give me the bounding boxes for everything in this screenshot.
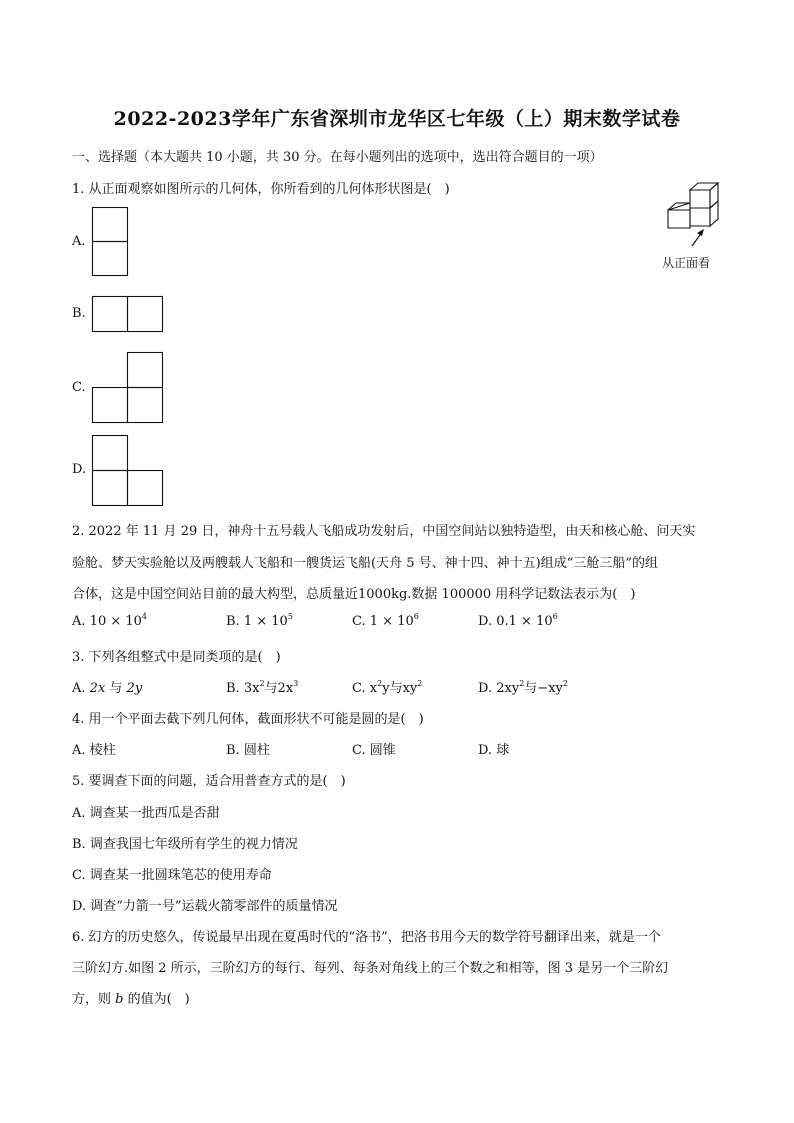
question-6-line-1: 6. 幻方的历史悠久，传说最早出现在夏禹时代的“洛书”，把洛书用今天的数学符号翻译出来，就是一个 (72, 930, 661, 945)
arrow-head-icon (697, 229, 704, 236)
term: 2xy (496, 681, 520, 696)
exponent: 2 (417, 678, 423, 688)
question-4-option-b: B. 圆柱 (226, 743, 270, 758)
option-prefix: D. (478, 614, 493, 629)
option-prefix: B. (226, 614, 240, 629)
question-5-option-d: D. 调查“力箭一号”运载火箭零部件的质量情况 (72, 899, 338, 914)
connector: 与 (264, 681, 278, 696)
exponent: 2 (377, 678, 383, 688)
term: 2x (277, 681, 294, 696)
question-4-option-c: C. 圆锥 (352, 743, 396, 758)
term: 2y (126, 681, 143, 696)
question-4-option-a: A. 棱柱 (72, 743, 116, 758)
exponent: 2 (519, 678, 525, 688)
option-c-figure (92, 352, 164, 424)
question-6-line-2: 三阶幻方.如图 2 所示，三阶幻方的每行、每列、每条对角线上的三个数之和相等，图 3 是另一个三阶幻 (72, 961, 669, 976)
question-2-option-b (226, 611, 293, 629)
figure-caption: 从正面看 (662, 256, 711, 270)
question-5-option-c: C. 调查某一批圆珠笔芯的使用寿命 (72, 868, 272, 883)
question-4-option-d: D. 球 (478, 743, 510, 758)
option-prefix: B. (226, 681, 240, 696)
term: x (369, 681, 378, 696)
option-d-figure (92, 435, 164, 507)
question-3-stem: 3. 下列各组整式中是同类项的是( ) (72, 650, 281, 665)
option-b-label: B. (72, 306, 86, 321)
question-1-stem: 1. 从正面观察如图所示的几何体，你所看到的几何体形状图是( ) (72, 182, 450, 197)
option-b-figure (92, 296, 164, 333)
connector: 与 (389, 681, 403, 696)
question-1-solid-figure (660, 180, 730, 240)
option-prefix: A. (72, 614, 86, 629)
variable: b (115, 992, 124, 1007)
option-d-exponent: 6 (552, 611, 558, 621)
question-2-line-3: 合体，这是中国空间站目前的最大构型，总质量近1000kg.数据 100000 用科学记数法表示为( ) (72, 587, 636, 602)
question-2-option-a (72, 611, 148, 629)
term: xy (402, 681, 418, 696)
exponent: 2 (562, 678, 568, 688)
option-prefix: D. (478, 681, 493, 696)
option-prefix: A. (72, 681, 86, 696)
option-c-exponent: 6 (413, 611, 419, 621)
connector: 与 (105, 681, 127, 696)
question-3-option-b (226, 677, 298, 696)
question-3-option-d (478, 677, 568, 696)
page-title: 2022-2023学年广东省深圳市龙华区七年级（上）期末数学试卷 (113, 108, 681, 130)
option-d-value: 0.1 × 10 (496, 614, 553, 629)
question-5-stem: 5. 要调查下面的问题，适合用普查方式的是( ) (72, 774, 346, 789)
text-fragment: 方，则 (72, 992, 116, 1007)
option-d-label: D. (72, 462, 87, 477)
exponent: 2 (259, 678, 265, 688)
question-2-line-2: 验舱、梦天实验舱以及两艘载人飞船和一艘货运飞船(天舟 5 号、神十四、神十五)组成“三舱三船”的组 (72, 556, 658, 571)
connector: 与 (524, 681, 538, 696)
exponent: 3 (293, 678, 299, 688)
question-3-option-a (72, 677, 142, 696)
question-6-line-3 (72, 988, 190, 1007)
option-prefix: C. (352, 614, 366, 629)
option-a-figure (92, 207, 128, 277)
option-a-label: A. (72, 234, 86, 249)
question-5-option-a: A. 调查某一批西瓜是否甜 (72, 806, 220, 821)
option-c-value: 1 × 10 (369, 614, 414, 629)
term: 3x (243, 681, 260, 696)
question-2-option-d (478, 611, 558, 629)
option-prefix: C. (352, 681, 366, 696)
term: 2x (89, 681, 106, 696)
term: y (382, 681, 390, 696)
question-2-option-c (352, 611, 419, 629)
term: −xy (537, 681, 563, 696)
question-3-option-c (352, 677, 422, 696)
question-5-option-b: B. 调查我国七年级所有学生的视力情况 (72, 837, 298, 852)
option-b-exponent: 5 (287, 611, 293, 621)
section-heading: 一、选择题（本大题共 10 小题，共 30 分。在每小题列出的选项中，选出符合题目的一项） (72, 150, 603, 165)
option-b-value: 1 × 10 (243, 614, 288, 629)
text-fragment: 的值为( ) (123, 992, 190, 1007)
question-4-stem: 4. 用一个平面去截下列几何体，截面形状不可能是圆的是( ) (72, 712, 424, 727)
option-a-exponent: 4 (141, 611, 148, 621)
option-a-value: 10 × 10 (89, 614, 142, 629)
question-2-line-1: 2. 2022 年 11 月 29 日，神舟十五号载人飞船成功发射后，中国空间站以独特造型，由天和核心舱、问天实 (72, 524, 696, 539)
option-c-label: C. (72, 380, 86, 395)
